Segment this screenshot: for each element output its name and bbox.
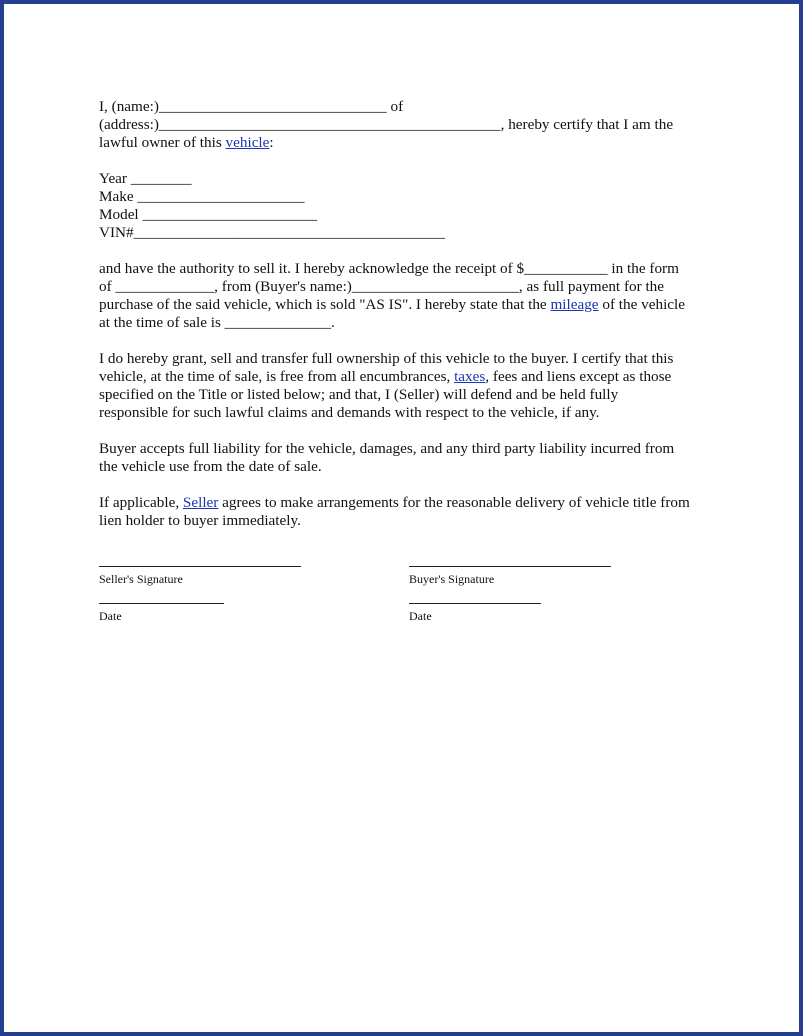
buyer-date-block <box>409 603 541 624</box>
buyer-date-label: Date <box>409 609 432 623</box>
liability-line-2: the vehicle use from the date of sale. <box>99 458 322 475</box>
buyer-signature-line[interactable] <box>409 566 611 567</box>
transfer-line-1: I do hereby grant, sell and transfer full ownership of this vehicle to the buyer. I certify that this <box>99 350 674 367</box>
seller-signature-block <box>99 566 301 587</box>
transfer-line-4: responsible for such lawful claims and demands with respect to the vehicle, if any. <box>99 404 600 421</box>
owner-name-line: I, (name:)______________________________ of <box>99 98 404 115</box>
title-delivery-line-1-tail: agrees to make arrangements for the reasonable delivery of vehicle title from <box>218 494 690 511</box>
seller-date-label: Date <box>99 609 122 623</box>
title-delivery-line-1 <box>99 494 719 512</box>
seller-date-block <box>99 603 224 624</box>
payment-line-3-tail: of the vehicle <box>598 296 685 313</box>
vehicle-fields <box>99 170 719 242</box>
transfer-line-2-tail: , fees and liens except as those <box>485 368 672 385</box>
payment-line-2: of _____________, from (Buyer's name:)______________________, as full payment for the <box>99 278 665 295</box>
seller-signature-line[interactable] <box>99 566 301 567</box>
owner-certify-text: lawful owner of this <box>99 134 226 151</box>
seller-link[interactable]: Seller <box>182 494 219 511</box>
owner-address-line: (address:)_____________________________________________, hereby certify that I am the <box>99 116 674 133</box>
owner-certify-line <box>99 134 719 152</box>
title-delivery-line-2: lien holder to buyer immediately. <box>99 512 301 529</box>
liability-line-1: Buyer accepts full liability for the vehicle, damages, and any third party liability incurred from <box>99 440 675 457</box>
model-field: Model _______________________ <box>99 206 318 223</box>
year-field: Year ________ <box>99 170 192 187</box>
taxes-link[interactable]: taxes <box>454 368 486 385</box>
vin-field: VIN#_________________________________________ <box>99 224 445 241</box>
owner-paragraph <box>99 98 719 152</box>
payment-line-3-text: purchase of the said vehicle, which is sold "AS IS". I hereby state that the <box>99 296 551 313</box>
payment-line-3 <box>99 296 719 314</box>
seller-date-line[interactable] <box>99 603 224 604</box>
buyer-signature-label: Buyer's Signature <box>409 572 495 586</box>
title-delivery-paragraph <box>99 494 719 530</box>
seller-signature-label: Seller's Signature <box>99 572 183 586</box>
make-field: Make ______________________ <box>99 188 305 205</box>
title-delivery-line-1-text: If applicable, <box>99 494 183 511</box>
buyer-date-line[interactable] <box>409 603 541 604</box>
transfer-line-2-text: vehicle, at the time of sale, is free from all encumbrances, <box>99 368 455 385</box>
transfer-paragraph <box>99 350 719 422</box>
payment-paragraph <box>99 260 719 332</box>
owner-certify-colon: : <box>269 134 274 151</box>
buyer-signature-block <box>409 566 611 587</box>
liability-paragraph <box>99 440 719 476</box>
vehicle-link[interactable]: vehicle <box>225 134 270 151</box>
payment-line-4: at the time of sale is ______________. <box>99 314 335 331</box>
transfer-line-2 <box>99 368 719 386</box>
payment-line-1: and have the authority to sell it. I hereby acknowledge the receipt of $___________ in the form <box>99 260 679 277</box>
mileage-link[interactable]: mileage <box>550 296 599 313</box>
transfer-line-3: specified on the Title or listed below; and that, I (Seller) will defend and be held fully <box>99 386 619 403</box>
bill-of-sale-document <box>99 98 719 530</box>
